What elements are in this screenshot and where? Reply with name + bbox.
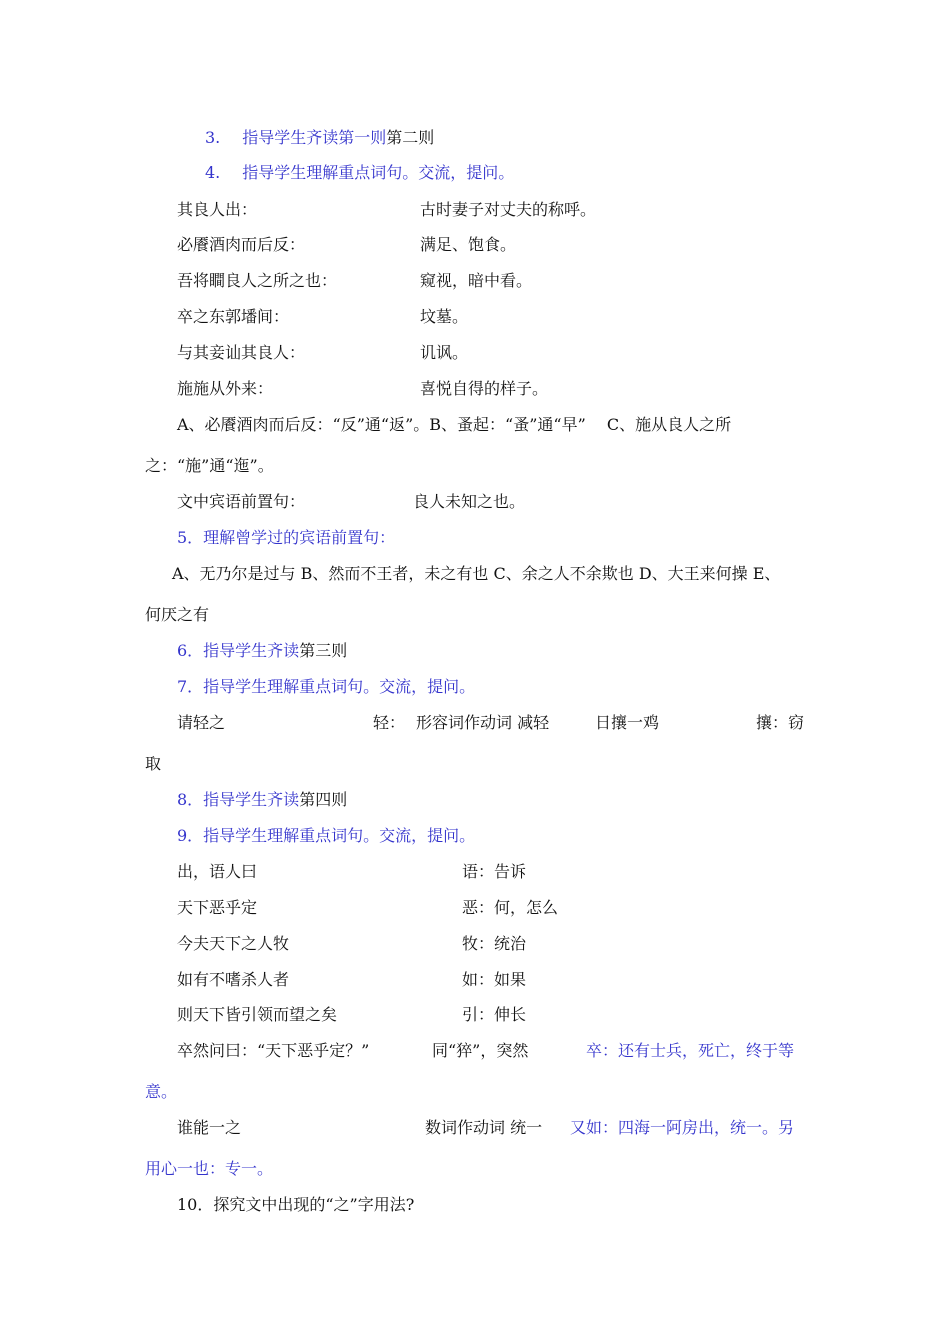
vocab-phrase: 卒然问曰：“天下恶乎定？” bbox=[177, 1041, 370, 1060]
glossary-term: 天下恶乎定 bbox=[177, 898, 258, 917]
vocab-note: 卒：还有士兵，死亡，终于等 bbox=[586, 1041, 795, 1060]
vocab-continuation: 取 bbox=[145, 754, 162, 773]
glossary-term: 卒之东郭墦间： bbox=[177, 307, 290, 326]
glossary-term: 今夫天下之人牧 bbox=[177, 934, 290, 953]
glossary-term: 其良人出： bbox=[177, 200, 258, 219]
step-10: 10．探究文中出现的“之”字用法? bbox=[177, 1195, 415, 1214]
step-9: 9．指导学生理解重点词句。交流，提问。 bbox=[177, 826, 476, 845]
glossary-term: 则天下皆引领而望之矣 bbox=[177, 1005, 338, 1024]
glossary-term: 吾将瞷良人之所之也： bbox=[177, 271, 338, 290]
vocab-continuation: 意。 bbox=[145, 1082, 178, 1101]
vocab-meaning: 形容词作动词 减轻 bbox=[416, 713, 550, 732]
glossary-meaning: 引：伸长 bbox=[462, 1005, 527, 1024]
vocab-phrase: 谁能一之 bbox=[177, 1118, 242, 1137]
glossary-meaning: 喜悦自得的样子。 bbox=[420, 379, 549, 398]
glossary-meaning: 恶：何，怎么 bbox=[462, 898, 559, 917]
vocab-phrase: 请轻之 bbox=[177, 713, 226, 732]
glossary-term: 如有不嗜杀人者 bbox=[177, 970, 290, 989]
glossary-term: 与其妾讪其良人： bbox=[177, 343, 306, 362]
glossary-meaning: 满足、饱食。 bbox=[420, 235, 517, 254]
glossary-term: 出，语人曰 bbox=[177, 862, 258, 881]
tongjia-line: 之：“施”通“迤”。 bbox=[145, 456, 274, 475]
step-4: 4. 指导学生理解重点词句。交流，提问。 bbox=[205, 163, 515, 182]
vocab-phrase: 日攘一鸡 bbox=[595, 713, 660, 732]
tongjia-line: A、必餍酒肉而后反：“反”通“返”。B、蚤起：“蚤”通“早” C、施从良人之所 bbox=[177, 415, 732, 434]
glossary-meaning: 讥讽。 bbox=[420, 343, 469, 362]
inversion-label: 文中宾语前置句： bbox=[177, 492, 306, 511]
vocab-meaning: 攘：窃 bbox=[756, 713, 805, 732]
vocab-word: 轻： bbox=[373, 713, 406, 732]
glossary-meaning: 古时妻子对丈夫的称呼。 bbox=[420, 200, 597, 219]
step-8: 8．指导学生齐读第四则 bbox=[177, 790, 348, 809]
glossary-meaning: 语：告诉 bbox=[462, 862, 527, 881]
glossary-meaning: 如：如果 bbox=[462, 970, 527, 989]
vocab-meaning: 同“猝”，突然 bbox=[432, 1041, 529, 1060]
vocab-continuation: 用心一也：专一。 bbox=[145, 1159, 274, 1178]
glossary-term: 必餍酒肉而后反： bbox=[177, 235, 306, 254]
step-6: 6．指导学生齐读第三则 bbox=[177, 641, 348, 660]
inversion-value: 良人未知之也。 bbox=[413, 492, 526, 511]
vocab-meaning: 数词作动词 统一 bbox=[425, 1118, 543, 1137]
examples-line: 何厌之有 bbox=[145, 605, 210, 624]
glossary-meaning: 窥视，暗中看。 bbox=[420, 271, 533, 290]
glossary-meaning: 坟墓。 bbox=[420, 307, 469, 326]
vocab-note: 又如：四海一阿房出，统一。另 bbox=[570, 1118, 795, 1137]
step-5: 5．理解曾学过的宾语前置句： bbox=[177, 528, 396, 547]
step-3: 3. 指导学生齐读第一则第二则 bbox=[205, 128, 435, 147]
examples-line: A、无乃尔是过与 B、然而不王者，未之有也 C、余之人不余欺也 D、大王来何操 E、 bbox=[172, 564, 781, 583]
glossary-meaning: 牧：统治 bbox=[462, 934, 527, 953]
step-7: 7．指导学生理解重点词句。交流，提问。 bbox=[177, 677, 476, 696]
glossary-term: 施施从外来： bbox=[177, 379, 274, 398]
